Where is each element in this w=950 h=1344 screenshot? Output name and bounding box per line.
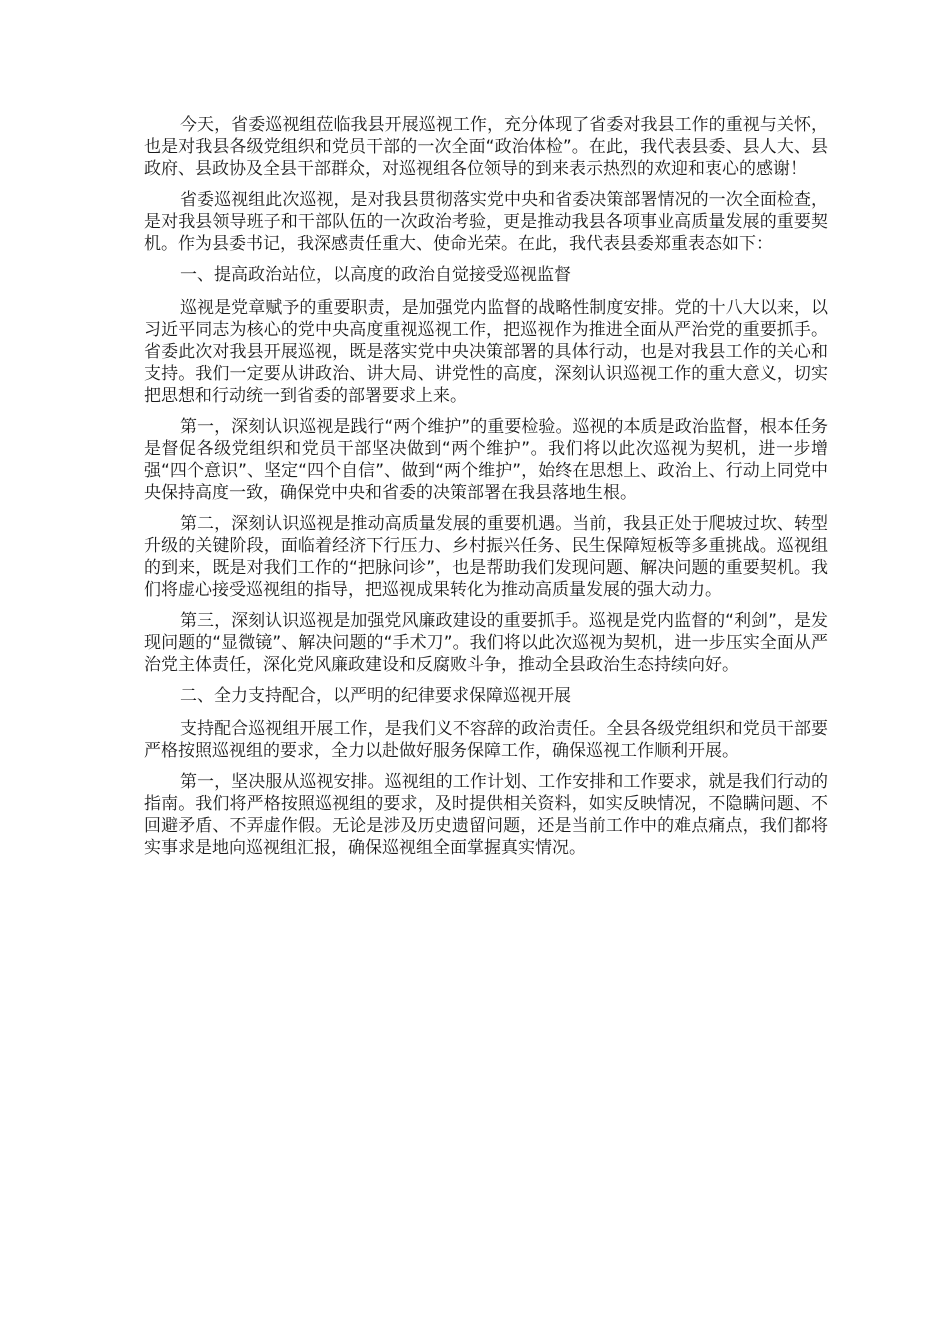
paragraph-support-cooperation: 支持配合巡视组开展工作，是我们义不容辞的政治责任。全县各级党组织和党员干部要严格按照巡视组的要求，全力以赴做好服务保障工作，确保巡视工作顺利开展。: [144, 719, 828, 761]
section-heading-1: 一、提高政治站位，以高度的政治自觉接受巡视监督: [180, 265, 571, 285]
paragraph-inspection-duty: 巡视是党章赋予的重要职责，是加强党内监督的战略性制度安排。党的十八大以来，以习近平同志为核心的党中央高度重视巡视工作，把巡视作为推进全面从严治党的重要抓手。省委此次对我县开展巡视，既是落实党中央决策部署的具体行动，也是对我县工作的关心和支持。我们一定要从讲政治、讲大局、讲党性的高度，深刻认识巡视工作的重大意义，切实把思想和行动统一到省委的部署要求上来。: [144, 298, 828, 406]
paragraph-point-2: 第二，深刻认识巡视是推动高质量发展的重要机遇。当前，我县正处于爬坡过坎、转型升级的关键阶段，面临着经济下行压力、乡村振兴任务、民生保障短板等多重挑战。巡视组的到来，既是对我们工作的“把脉问诊”，也是帮助我们发现问题、解决问题的重要契机。我们将虚心接受巡视组的指导，把巡视成果转化为推动高质量发展的强大动力。: [144, 514, 828, 600]
paragraph-inspection-significance: 省委巡视组此次巡视，是对我县贯彻落实党中央和省委决策部署情况的一次全面检查，是对我县领导班子和干部队伍的一次政治考验，更是推动我县各项事业高质量发展的重要契机。作为县委书记，我深感责任重大、使命光荣。在此，我代表县委郑重表态如下：: [144, 190, 828, 254]
paragraph-point-1: 第一，深刻认识巡视是践行“两个维护”的重要检验。巡视的本质是政治监督，根本任务是督促各级党组织和党员干部坚决做到“两个维护”。我们将以此次巡视为契机，进一步增强“四个意识”、坚定“四个自信”、做到“两个维护”，始终在思想上、政治上、行动上同党中央保持高度一致，确保党中央和省委的决策部署在我县落地生根。: [144, 417, 828, 503]
paragraph-opening-welcome: 今天，省委巡视组莅临我县开展巡视工作，充分体现了省委对我县工作的重视与关怀，也是对我县各级党组织和党员干部的一次全面“政治体检”。在此，我代表县委、县人大、县政府、县政协及全县干部群众，对巡视组各位领导的到来表示热烈的欢迎和衷心的感谢！: [144, 115, 828, 179]
section-heading-2: 二、全力支持配合，以严明的纪律要求保障巡视开展: [180, 686, 571, 706]
paragraph-point-3: 第三，深刻认识巡视是加强党风廉政建设的重要抓手。巡视是党内监督的“利剑”，是发现问题的“显微镜”、解决问题的“手术刀”。我们将以此次巡视为契机，进一步压实全面从严治党主体责任，深化党风廉政建设和反腐败斗争，推动全县政治生态持续向好。: [144, 611, 828, 675]
paragraph-obey-arrangement: 第一，坚决服从巡视安排。巡视组的工作计划、工作安排和工作要求，就是我们行动的指南。我们将严格按照巡视组的要求，及时提供相关资料，如实反映情况，不隐瞒问题、不回避矛盾、不弄虚作假。无论是涉及历史遗留问题，还是当前工作中的难点痛点，我们都将实事求是地向巡视组汇报，确保巡视组全面掌握真实情况。: [144, 772, 828, 858]
document-body: [144, 114, 828, 868]
